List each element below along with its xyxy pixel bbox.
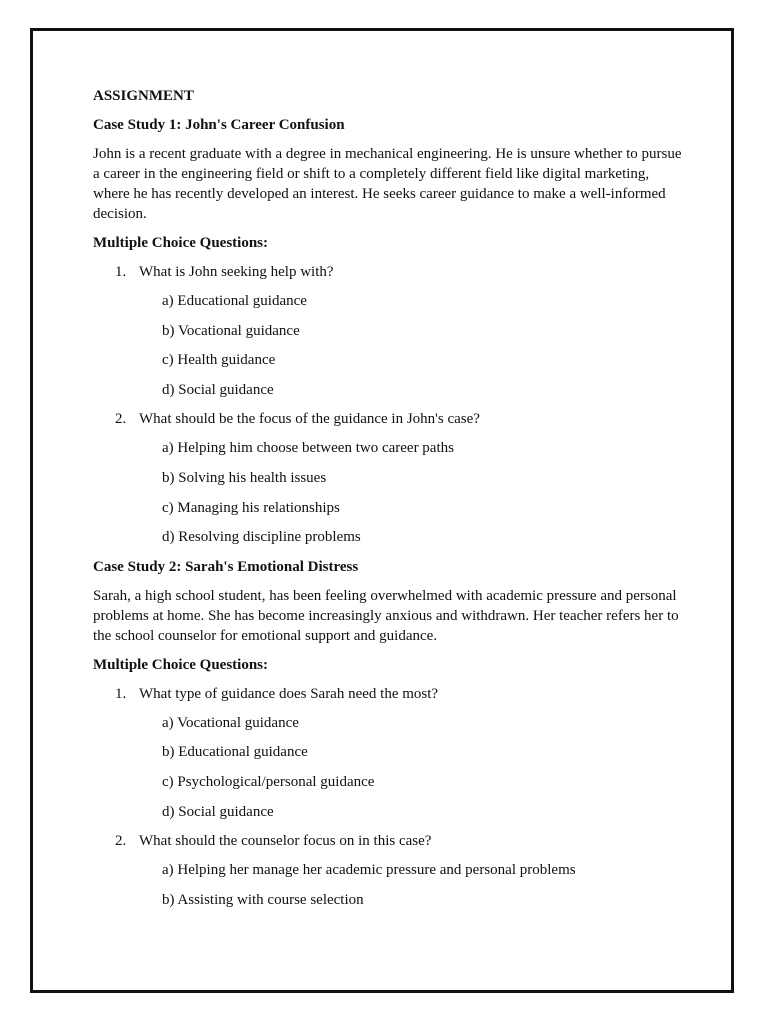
- answer-option: a) Helping her manage her academic pressure and personal problems: [162, 862, 576, 879]
- question-text: What type of guidance does Sarah need the most?: [139, 685, 439, 702]
- answer-option: c) Health guidance: [162, 352, 276, 369]
- answer-option: b) Vocational guidance: [162, 322, 300, 339]
- answer-option: a) Educational guidance: [162, 293, 307, 309]
- case-study-1-heading: Case Study 1: John's Career Confusion: [93, 117, 345, 133]
- case-2-question-2: [93, 831, 683, 851]
- answer-option: b) Solving his health issues: [162, 469, 327, 486]
- answer-option: d) Resolving discipline problems: [162, 529, 361, 546]
- answer-option: c) Managing his relationships: [162, 499, 340, 516]
- answer-option: d) Social guidance: [162, 381, 274, 398]
- question-text: What is John seeking help with?: [139, 264, 334, 280]
- answer-option: b) Assisting with course selection: [162, 891, 364, 908]
- question-text: What should the counselor focus on in this case?: [139, 833, 432, 850]
- document-body: [93, 86, 683, 919]
- case-study-1-description: John is a recent graduate with a degree in mechanical engineering. He is unsure whether to pursue a career in the engineering field or shift to a completely different field like digital marketing, where he has recently developed an interest. He seeks career guidance to make a well-informed decision.: [93, 146, 682, 222]
- case-1-question-1: [93, 262, 683, 282]
- case-study-2-mcq-heading: Multiple Choice Questions:: [93, 656, 268, 673]
- answer-option: d) Social guidance: [162, 803, 274, 820]
- answer-option: b) Educational guidance: [162, 744, 308, 761]
- question-number: 1.: [115, 264, 127, 280]
- case-study-2-description: Sarah, a high school student, has been feeling overwhelmed with academic pressure and personal problems at home. She has become increasingly anxious and withdrawn. Her teacher refers her to the school counselor for emotional support and guidance.: [93, 587, 679, 644]
- answer-option: c) Psychological/personal guidance: [162, 773, 375, 790]
- case-2-question-1: [93, 684, 683, 704]
- answer-option: a) Vocational guidance: [162, 714, 299, 731]
- question-text: What should be the focus of the guidance in John's case?: [139, 411, 480, 428]
- document-title: ASSIGNMENT: [93, 88, 194, 104]
- case-study-1-mcq-heading: Multiple Choice Questions:: [93, 235, 268, 251]
- question-number: 1.: [115, 685, 127, 702]
- case-1-question-2: [93, 409, 683, 429]
- case-study-2-heading: Case Study 2: Sarah's Emotional Distress: [93, 558, 359, 575]
- answer-option: a) Helping him choose between two career paths: [162, 440, 454, 457]
- question-number: 2.: [115, 833, 127, 850]
- question-number: 2.: [115, 411, 127, 428]
